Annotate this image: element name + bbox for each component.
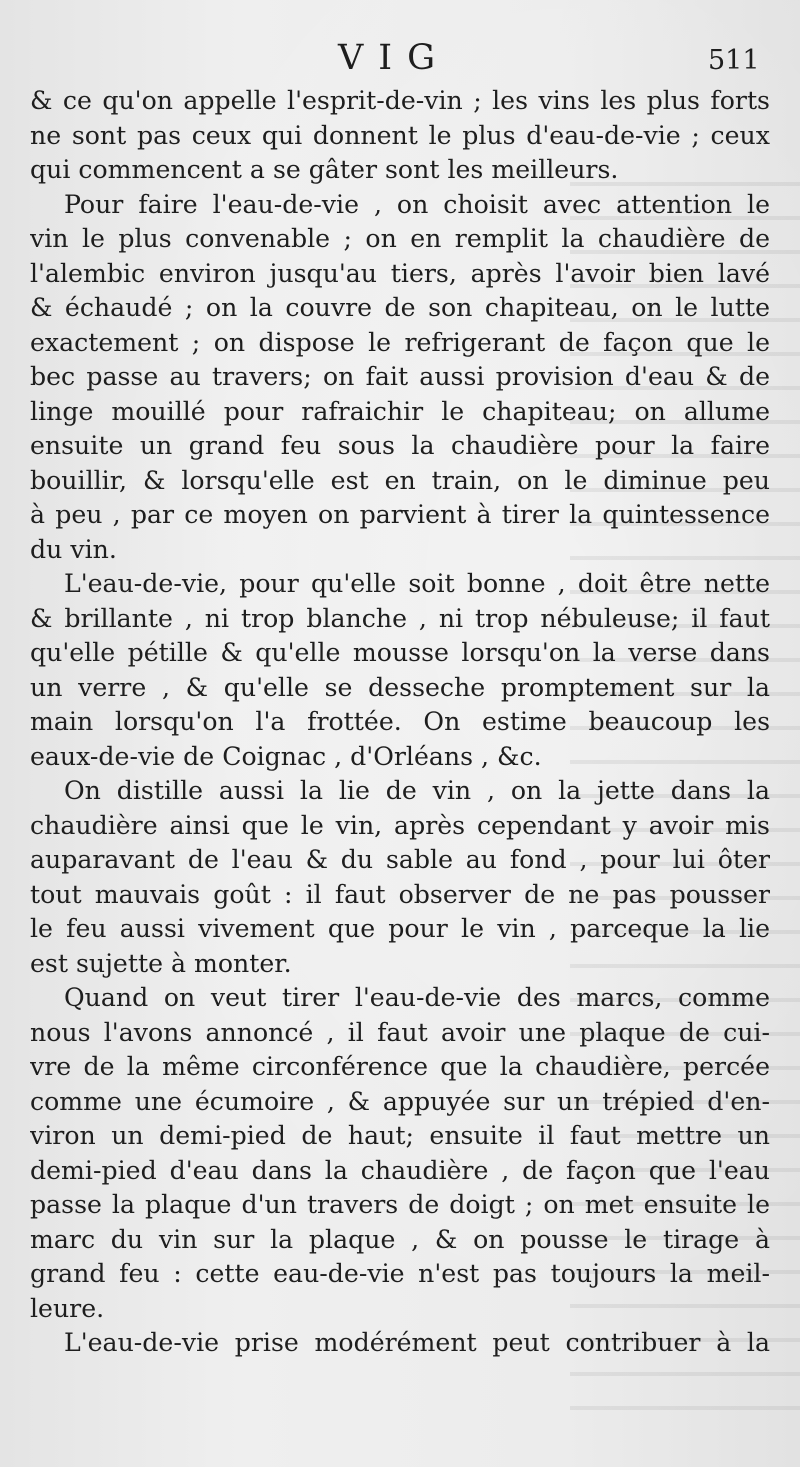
text-line: linge mouillé pour rafraichir le chapiteau; on allume	[30, 396, 770, 426]
running-head-title: VIG	[338, 38, 451, 78]
body-text	[30, 84, 770, 1361]
paragraph	[30, 188, 770, 568]
text-line: ensuite un grand feu sous la chaudière pour la faire	[30, 431, 770, 460]
text-line: & échaudé ; on la couvre de son chapiteau, on le lutte	[30, 293, 770, 322]
text-line: auparavant de l'eau & du sable au fond , pour lui ôter	[30, 845, 770, 874]
text-line: & brillante , ni trop blanche , ni trop nébuleuse; il faut	[30, 603, 770, 633]
text-line: L'eau-de-vie prise modérément peut contribuer à la	[64, 1328, 770, 1357]
text-line: bec passe au travers; on fait aussi provision d'eau & de	[30, 362, 770, 391]
text-line: qui commencent a se gâter sont les meilleurs.	[30, 155, 619, 184]
text-line: Quand on veut tirer l'eau-de-vie des marcs, comme	[64, 983, 770, 1012]
text-line: le feu aussi vivement que pour le vin , parceque la lie	[30, 914, 770, 943]
text-line: marc du vin sur la plaque , & on pousse le tirage à	[30, 1224, 770, 1254]
text-line: leure.	[30, 1293, 105, 1323]
page-number: 511	[708, 45, 760, 76]
text-line: exactement ; on dispose le refrigerant de façon que le	[30, 327, 770, 357]
text-line: vin le plus convenable ; on en remplit la chaudière de	[30, 224, 770, 253]
text-line: nous l'avons annoncé , il faut avoir une plaque de cui-	[30, 1017, 770, 1047]
text-line: bouillir, & lorsqu'elle est en train, on le diminue peu	[30, 465, 770, 495]
text-line: On distille aussi la lie de vin , on la jette dans la	[64, 776, 770, 805]
text-line: un verre , & qu'elle se desseche promptement sur la	[30, 672, 770, 702]
paragraph	[30, 84, 770, 188]
text-line: Pour faire l'eau-de-vie , on choisit avec attention le	[64, 189, 770, 219]
paragraph	[30, 1326, 770, 1361]
text-line: du vin.	[30, 534, 117, 564]
text-line: & ce qu'on appelle l'esprit-de-vin ; les vins les plus forts	[30, 86, 770, 115]
paragraph	[30, 981, 770, 1326]
text-line: eaux-de-vie de Coignac , d'Orléans , &c.	[30, 741, 542, 771]
text-line: demi-pied d'eau dans la chaudière , de façon que l'eau	[30, 1155, 770, 1185]
text-line: main lorsqu'on l'a frottée. On estime beaucoup les	[30, 707, 770, 736]
paragraph	[30, 774, 770, 981]
text-line: est sujette à monter.	[30, 948, 292, 978]
running-head	[0, 38, 800, 78]
paragraph	[30, 567, 770, 774]
text-line: passe la plaque d'un travers de doigt ; on met ensuite le	[30, 1190, 770, 1219]
text-line: chaudière ainsi que le vin, après cependant y avoir mis	[30, 810, 770, 840]
text-line: ne sont pas ceux qui donnent le plus d'eau-de-vie ; ceux	[30, 120, 770, 150]
text-line: grand feu : cette eau-de-vie n'est pas toujours la meil-	[30, 1259, 770, 1288]
text-line: vre de la même circonférence que la chaudière, percée	[30, 1052, 770, 1081]
text-line: à peu , par ce moyen on parvient à tirer la quintessence	[30, 500, 770, 529]
text-line: tout mauvais goût : il faut observer de ne pas pousser	[30, 879, 770, 909]
text-line: qu'elle pétille & qu'elle mousse lorsqu'on la verse dans	[30, 638, 770, 667]
text-line: viron un demi-pied de haut; ensuite il faut mettre un	[30, 1121, 770, 1150]
text-line: L'eau-de-vie, pour qu'elle soit bonne , doit être nette	[64, 569, 770, 598]
text-line: l'alembic environ jusqu'au tiers, après l'avoir bien lavé	[30, 258, 770, 288]
text-line: comme une écumoire , & appuyée sur un trépied d'en-	[30, 1086, 770, 1116]
